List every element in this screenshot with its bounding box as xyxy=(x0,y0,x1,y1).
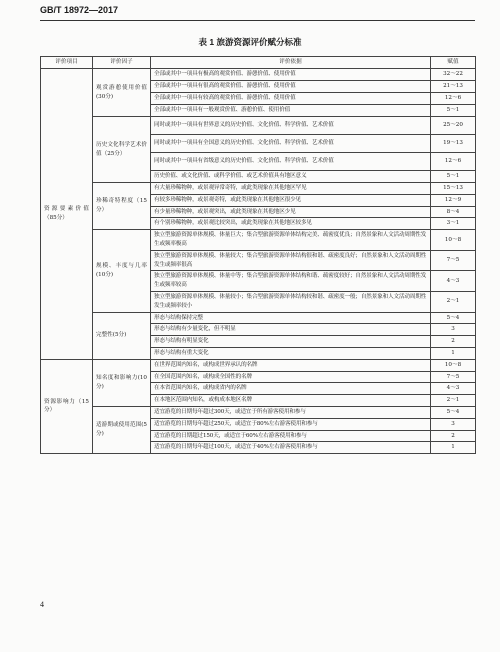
evaluation-basis-cell: 在全国范围内知名，或构成全国性的名牌 xyxy=(151,371,431,383)
score-cell: 2 xyxy=(431,336,476,348)
evaluation-basis-cell: 同时或其中一项具有全国意义的历史价值、文化价值、科学价值、艺术价值 xyxy=(151,135,431,153)
evaluation-basis-cell: 同时或其中一项具有省级意义的历史价值、文化价值、科学价值、艺术价值 xyxy=(151,153,431,171)
evaluation-basis-cell: 形态与结构有少量变化，但不明显 xyxy=(151,324,431,336)
evaluation-basis-cell: 在本地区范围内知名，或构成本地区名牌 xyxy=(151,395,431,407)
evaluation-factor-label: 珍稀奇特程度（15分） xyxy=(96,198,147,214)
score-cell: 19～13 xyxy=(431,135,476,153)
col-header-item: 评价项目 xyxy=(41,57,93,69)
score-cell: 10～8 xyxy=(431,359,476,371)
score-cell: 5～1 xyxy=(431,105,476,117)
score-cell: 8～4 xyxy=(431,206,476,218)
score-cell: 3～1 xyxy=(431,218,476,230)
evaluation-factor-label: 观赏游憩使用价值(30分) xyxy=(96,84,147,100)
evaluation-factor-label: 知名度和影响力(10分) xyxy=(96,375,147,390)
evaluation-basis-cell: 独立型旅游资源单体规模、体量较小；集合型旅游资源单体结构较和谐、疏密度一般；自然景象和人文活动周期性发生或频率较小 xyxy=(151,291,431,312)
col-header-factor: 评价因子 xyxy=(93,57,151,69)
score-cell: 2～1 xyxy=(431,395,476,407)
evaluation-basis-cell: 全部或其中一项具有很高的观赏价值、游憩价值、使用价值 xyxy=(151,81,431,93)
table-header-row xyxy=(41,57,476,69)
evaluation-table xyxy=(40,56,476,454)
evaluation-basis-cell: 有少量珍稀物种，或景观突出，或此类现象在其他地区少见 xyxy=(151,206,431,218)
table-title: 表 1 旅游资源评价赋分标准 xyxy=(198,37,302,47)
evaluation-factor-cell xyxy=(93,183,151,230)
evaluation-factor-label: 适游期或使用范围(5分) xyxy=(96,422,147,438)
evaluation-basis-cell: 独立型旅游资源单体规模、体量中等；集合型旅游资源单体结构和谐、疏密度较好；自然景象和人文活动周期性发生或频率较高 xyxy=(151,271,431,292)
table-body xyxy=(41,69,476,454)
score-cell: 12～6 xyxy=(431,153,476,171)
score-cell: 4～3 xyxy=(431,383,476,395)
header-rule xyxy=(40,20,475,21)
score-cell: 21～13 xyxy=(431,81,476,93)
evaluation-factor-cell xyxy=(93,117,151,183)
evaluation-basis-cell: 全部或其中一项具有一般观赏价值、游憩价值、使用价值 xyxy=(151,105,431,117)
evaluation-factor-cell xyxy=(93,230,151,312)
col-header-basis: 评价依据 xyxy=(151,57,431,69)
evaluation-basis-cell: 适宜游览的日期每年超过300天，或适宜于所有游客使用和参与 xyxy=(151,406,431,418)
evaluation-factor-cell xyxy=(93,406,151,453)
score-cell: 10～8 xyxy=(431,230,476,251)
evaluation-basis-cell: 在本省范围内知名，或构成省内的名牌 xyxy=(151,383,431,395)
col-header-score: 赋值 xyxy=(431,57,476,69)
score-cell: 5～4 xyxy=(431,312,476,324)
score-cell: 1 xyxy=(431,347,476,359)
evaluation-factor-label: 规模、丰度与几率(10分) xyxy=(96,263,147,278)
evaluation-basis-cell: 独立型旅游资源单体规模、体量较大；集合型旅游资源单体结构很和谐、疏密度良好；自然景象和人文活动周期性发生或频率很高 xyxy=(151,250,431,271)
score-cell: 25～20 xyxy=(431,117,476,135)
page-number: 4 xyxy=(40,600,44,609)
score-cell: 32～22 xyxy=(431,69,476,81)
score-cell: 5～1 xyxy=(431,171,476,183)
evaluation-factor-cell xyxy=(93,69,151,117)
table-row xyxy=(41,183,476,195)
table-row xyxy=(41,406,476,418)
evaluation-item-label: 资源影响力（15分） xyxy=(44,398,89,414)
evaluation-basis-cell: 适宜游览的日期超过150天，或适宜于60%左右游客使用和参与 xyxy=(151,430,431,442)
evaluation-basis-cell: 在世界范围内知名，或构成世界承认的名牌 xyxy=(151,359,431,371)
table-row xyxy=(41,117,476,135)
score-cell: 7～5 xyxy=(431,371,476,383)
evaluation-basis-cell: 同时或其中一项具有世界意义的历史价值、文化价值、科学价值、艺术价值 xyxy=(151,117,431,135)
evaluation-basis-cell: 有大量珍稀物种，或景观异常奇特，或此类现象在其他地区罕见 xyxy=(151,183,431,195)
evaluation-factor-label: 历史文化科学艺术价值（25分） xyxy=(96,141,147,157)
evaluation-basis-cell: 形态与结构有重大变化 xyxy=(151,347,431,359)
score-cell: 15～13 xyxy=(431,183,476,195)
score-cell: 2 xyxy=(431,430,476,442)
score-cell: 3 xyxy=(431,324,476,336)
score-cell: 3 xyxy=(431,418,476,430)
score-cell: 4～3 xyxy=(431,271,476,292)
table-row xyxy=(41,359,476,371)
evaluation-factor-label: 完整性(5分) xyxy=(96,332,127,339)
evaluation-basis-cell: 适宜游览的日期每年超过100天，或适宜于40%左右游客使用和参与 xyxy=(151,442,431,454)
evaluation-factor-cell xyxy=(93,312,151,359)
score-cell: 12～6 xyxy=(431,93,476,105)
evaluation-basis-cell: 形态与结构有明显变化 xyxy=(151,336,431,348)
score-cell: 1 xyxy=(431,442,476,454)
evaluation-basis-cell: 有较多珍稀物种，或景观奇特，或此类现象在其他地区很少见 xyxy=(151,194,431,206)
evaluation-basis-cell: 历史价值、或文化价值、或科学价值、或艺术价值具有地区意义 xyxy=(151,171,431,183)
evaluation-basis-cell: 适宜游览的日期每年超过250天，或适宜于80%左右游客使用和参与 xyxy=(151,418,431,430)
evaluation-basis-cell: 有个别珍稀物种，或景观比较突出，或此类现象在其他地区较多见 xyxy=(151,218,431,230)
table-row xyxy=(41,230,476,251)
table-row xyxy=(41,312,476,324)
evaluation-item-cell xyxy=(41,69,93,360)
evaluation-item-cell xyxy=(41,359,93,453)
score-cell: 12～9 xyxy=(431,194,476,206)
score-cell: 5～4 xyxy=(431,406,476,418)
evaluation-item-label: 资源要素价值（85分） xyxy=(44,206,89,221)
standard-code: GB/T 18972—2017 xyxy=(40,5,119,15)
evaluation-basis-cell: 全部或其中一项具有较高的观赏价值、游憩价值、使用价值 xyxy=(151,93,431,105)
evaluation-basis-cell: 全部或其中一项具有极高的观赏价值、游憩价值、使用价值 xyxy=(151,69,431,81)
table-row xyxy=(41,69,476,81)
evaluation-factor-cell xyxy=(93,359,151,406)
evaluation-basis-cell: 独立型旅游资源单体规模、体量巨大；集合型旅游资源单体结构完美、疏密度优良；自然景象和人文活动周期性发生或频率极高 xyxy=(151,230,431,251)
evaluation-basis-cell: 形态与结构保持完整 xyxy=(151,312,431,324)
score-cell: 2～1 xyxy=(431,291,476,312)
score-cell: 7～5 xyxy=(431,250,476,271)
